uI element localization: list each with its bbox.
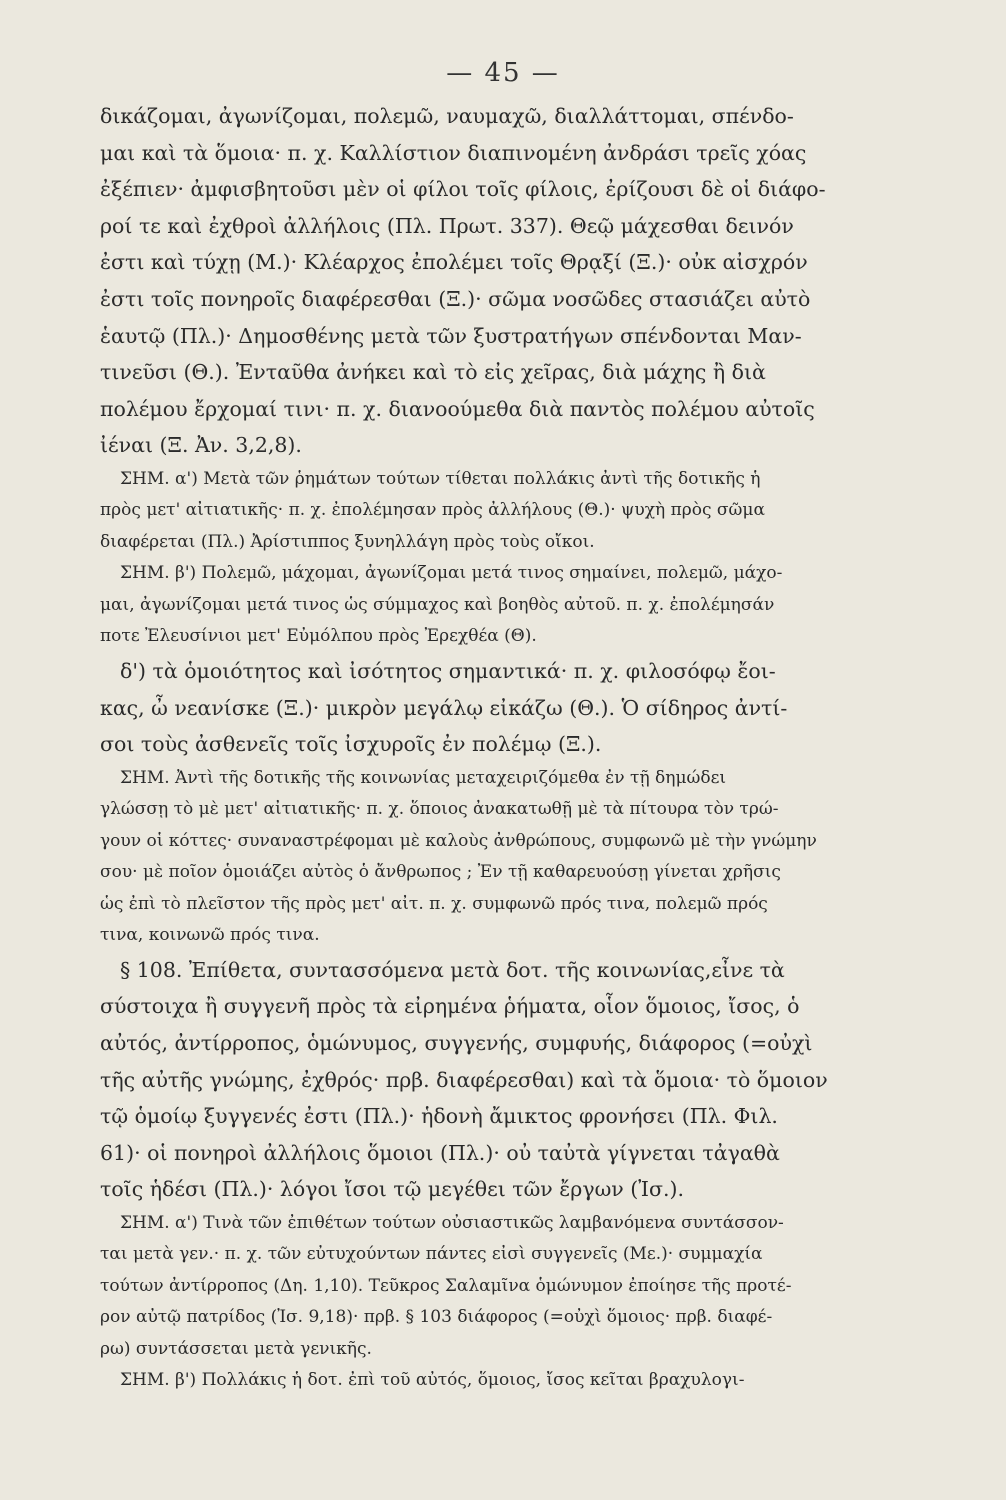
note-line: ΣΗΜ. β') Πολλάκις ἡ δοτ. ἐπὶ τοῦ αὐτός, ὅμοιος, ἴσος κεῖται βραχυλογι- [120, 1370, 745, 1391]
note-line: ΣΗΜ. α') Τινὰ τῶν ἐπιθέτων τούτων οὐσιαστικῶς λαμβανόμενα συντάσσον- [120, 1212, 784, 1233]
note-line: ὡς ἐπὶ τὸ πλεῖστον τῆς πρὸς μετ' αἰτ. π. χ. συμφωνῶ πρός τινα, πολεμῶ πρός [100, 893, 768, 914]
note-line: ΣΗΜ. Ἀντὶ τῆς δοτικῆς τῆς κοινωνίας μεταχειριζόμεθα ἐν τῇ δημώδει [120, 767, 727, 788]
note-line: διαφέρεται (Πλ.) Ἀρίστιππος ξυνηλλάγη πρὸς τοὺς οἴκοι. [100, 531, 595, 552]
note-line: μαι, ἀγωνίζομαι μετά τινος ὡς σύμμαχος καὶ βοηθὸς αὐτοῦ. π. χ. ἐπολέμησάν [100, 594, 775, 615]
note-line: ποτε Ἐλευσίνιοι μετ' Εὐμόλπου πρὸς Ἐρεχθέα (Θ). [100, 626, 537, 647]
text-line: ροί τε καὶ ἐχθροὶ ἀλλήλοις (Πλ. Πρωτ. 337). Θεῷ μάχεσθαι δεινόν [100, 213, 794, 238]
note-line: σου· μὲ ποῖον ὁμοιάζει αὐτὸς ὁ ἄνθρωπος ; Ἐν τῇ καθαρευούσῃ γίνεται χρῆσις [100, 862, 781, 883]
text-line: δ') τὰ ὁμοιότητος καὶ ἰσότητος σημαντικά· π. χ. φιλοσόφῳ ἔοι- [120, 658, 776, 683]
text-line: σοι τοὺς ἀσθενεῖς τοῖς ἰσχυροῖς ἐν πολέμῳ (Ξ.). [100, 732, 602, 757]
text-line: ἐξέπιεν· ἀμφισβητοῦσι μὲν οἱ φίλοι τοῖς φίλοις, ἐρίζουσι δὲ οἱ διάφο- [100, 177, 826, 202]
text-line: τοῖς ἡδέσι (Πλ.)· λόγοι ἴσοι τῷ μεγέθει τῶν ἔργων (Ἰσ.). [100, 1177, 684, 1202]
text-line: κας, ὦ νεανίσκε (Ξ.)· μικρὸν μεγάλῳ εἰκάζω (Θ.). Ὁ σίδηρος ἀντί- [100, 695, 788, 720]
note-line: πρὸς μετ' αἰτιατικῆς· π. χ. ἐπολέμησαν πρὸς ἀλλήλους (Θ.)· ψυχὴ πρὸς σῶμα [100, 500, 765, 521]
text-line: σύστοιχα ἢ συγγενῆ πρὸς τὰ εἰρημένα ῥήματα, οἷον ὅμοιος, ἴσος, ὁ [100, 994, 800, 1019]
note-line: γουν οἱ κόττες· συναναστρέφομαι μὲ καλοὺς ἀνθρώπους, συμφωνῶ μὲ τὴν γνώμην [100, 830, 817, 851]
text-line: ἐστι καὶ τύχῃ (Μ.)· Κλέαρχος ἐπολέμει τοῖς Θρᾳξί (Ξ.)· οὐκ αἰσχρόν [100, 250, 808, 275]
note-line: τούτων ἀντίρροπος (Δη. 1,10). Τεῦκρος Σαλαμῖνα ὁμώνυμον ἐποίησε τῆς προτέ- [100, 1275, 792, 1296]
text-line: δικάζομαι, ἀγωνίζομαι, πολεμῶ, ναυμαχῶ, διαλλάττομαι, σπένδο- [100, 104, 794, 128]
text-line: § 108. Ἐπίθετα, συντασσόμενα μετὰ δοτ. τῆς κοινωνίας,εἶνε τὰ [120, 957, 785, 982]
text-line: τῆς αὐτῆς γνώμης, ἐχθρός· πρβ. διαφέρεσθαι) καὶ τὰ ὅμοια· τὸ ὅμοιον [100, 1067, 828, 1092]
text-line: ἰέναι (Ξ. Ἀν. 3,2,8). [100, 433, 302, 458]
page-number: — 45 — [446, 58, 560, 88]
text-line: ἑαυτῷ (Πλ.)· Δημοσθένης μετὰ τῶν ξυστρατήγων σπένδονται Μαν- [100, 323, 802, 348]
note-line: ρω) συντάσσεται μετὰ γενικῆς. [100, 1338, 372, 1359]
text-line: πολέμου ἔρχομαί τινι· π. χ. διανοούμεθα διὰ παντὸς πολέμου αὐτοῖς [100, 396, 815, 421]
text-line: 61)· οἱ πονηροὶ ἀλλήλοις ὅμοιοι (Πλ.)· οὐ ταὐτὰ γίγνεται τἀγαθὰ [100, 1140, 780, 1165]
note-line: ρον αὐτῷ πατρίδος (Ἰσ. 9,18)· πρβ. § 103 διάφορος (=οὐχὶ ὅμοιος· πρβ. διαφέ- [100, 1307, 773, 1328]
note-line: ΣΗΜ. α') Μετὰ τῶν ῥημάτων τούτων τίθεται πολλάκις ἀντὶ τῆς δοτικῆς ἡ [120, 468, 761, 489]
text-line: ἐστι τοῖς πονηροῖς διαφέρεσθαι (Ξ.)· σῶμα νοσῶδες στασιάζει αὐτὸ [100, 286, 811, 311]
text-line: τῷ ὁμοίῳ ξυγγενές ἐστι (Πλ.)· ἡδονὴ ἄμικτος φρονήσει (Πλ. Φιλ. [100, 1104, 778, 1129]
text-line: μαι καὶ τὰ ὅμοια· π. χ. Καλλίστιον διαπινομένη ἀνδράσι τρεῖς χόας [100, 140, 807, 165]
note-line: ΣΗΜ. β') Πολεμῶ, μάχομαι, ἀγωνίζομαι μετά τινος σημαίνει, πολεμῶ, μάχο- [120, 563, 783, 584]
note-line: τινα, κοινωνῶ πρός τινα. [100, 925, 320, 946]
body-text [100, 98, 900, 1397]
note-line: ται μετὰ γεν.· π. χ. τῶν εὐτυχούντων πάντες εἰσὶ συγγενεῖς (Με.)· συμμαχία [100, 1244, 763, 1265]
text-line: τινεῦσι (Θ.). Ἐνταῦθα ἀνήκει καὶ τὸ εἰς χεῖρας, διὰ μάχης ἢ διὰ [100, 360, 766, 385]
note-line: γλώσσῃ τὸ μὲ μετ' αἰτιατικῆς· π. χ. ὅποιος ἀνακατωθῇ μὲ τὰ πίτουρα τὸν τρώ- [100, 799, 779, 820]
text-line: αὐτός, ἀντίρροπος, ὁμώνυμος, συγγενής, συμφυής, διάφορος (=οὐχὶ [100, 1030, 813, 1055]
